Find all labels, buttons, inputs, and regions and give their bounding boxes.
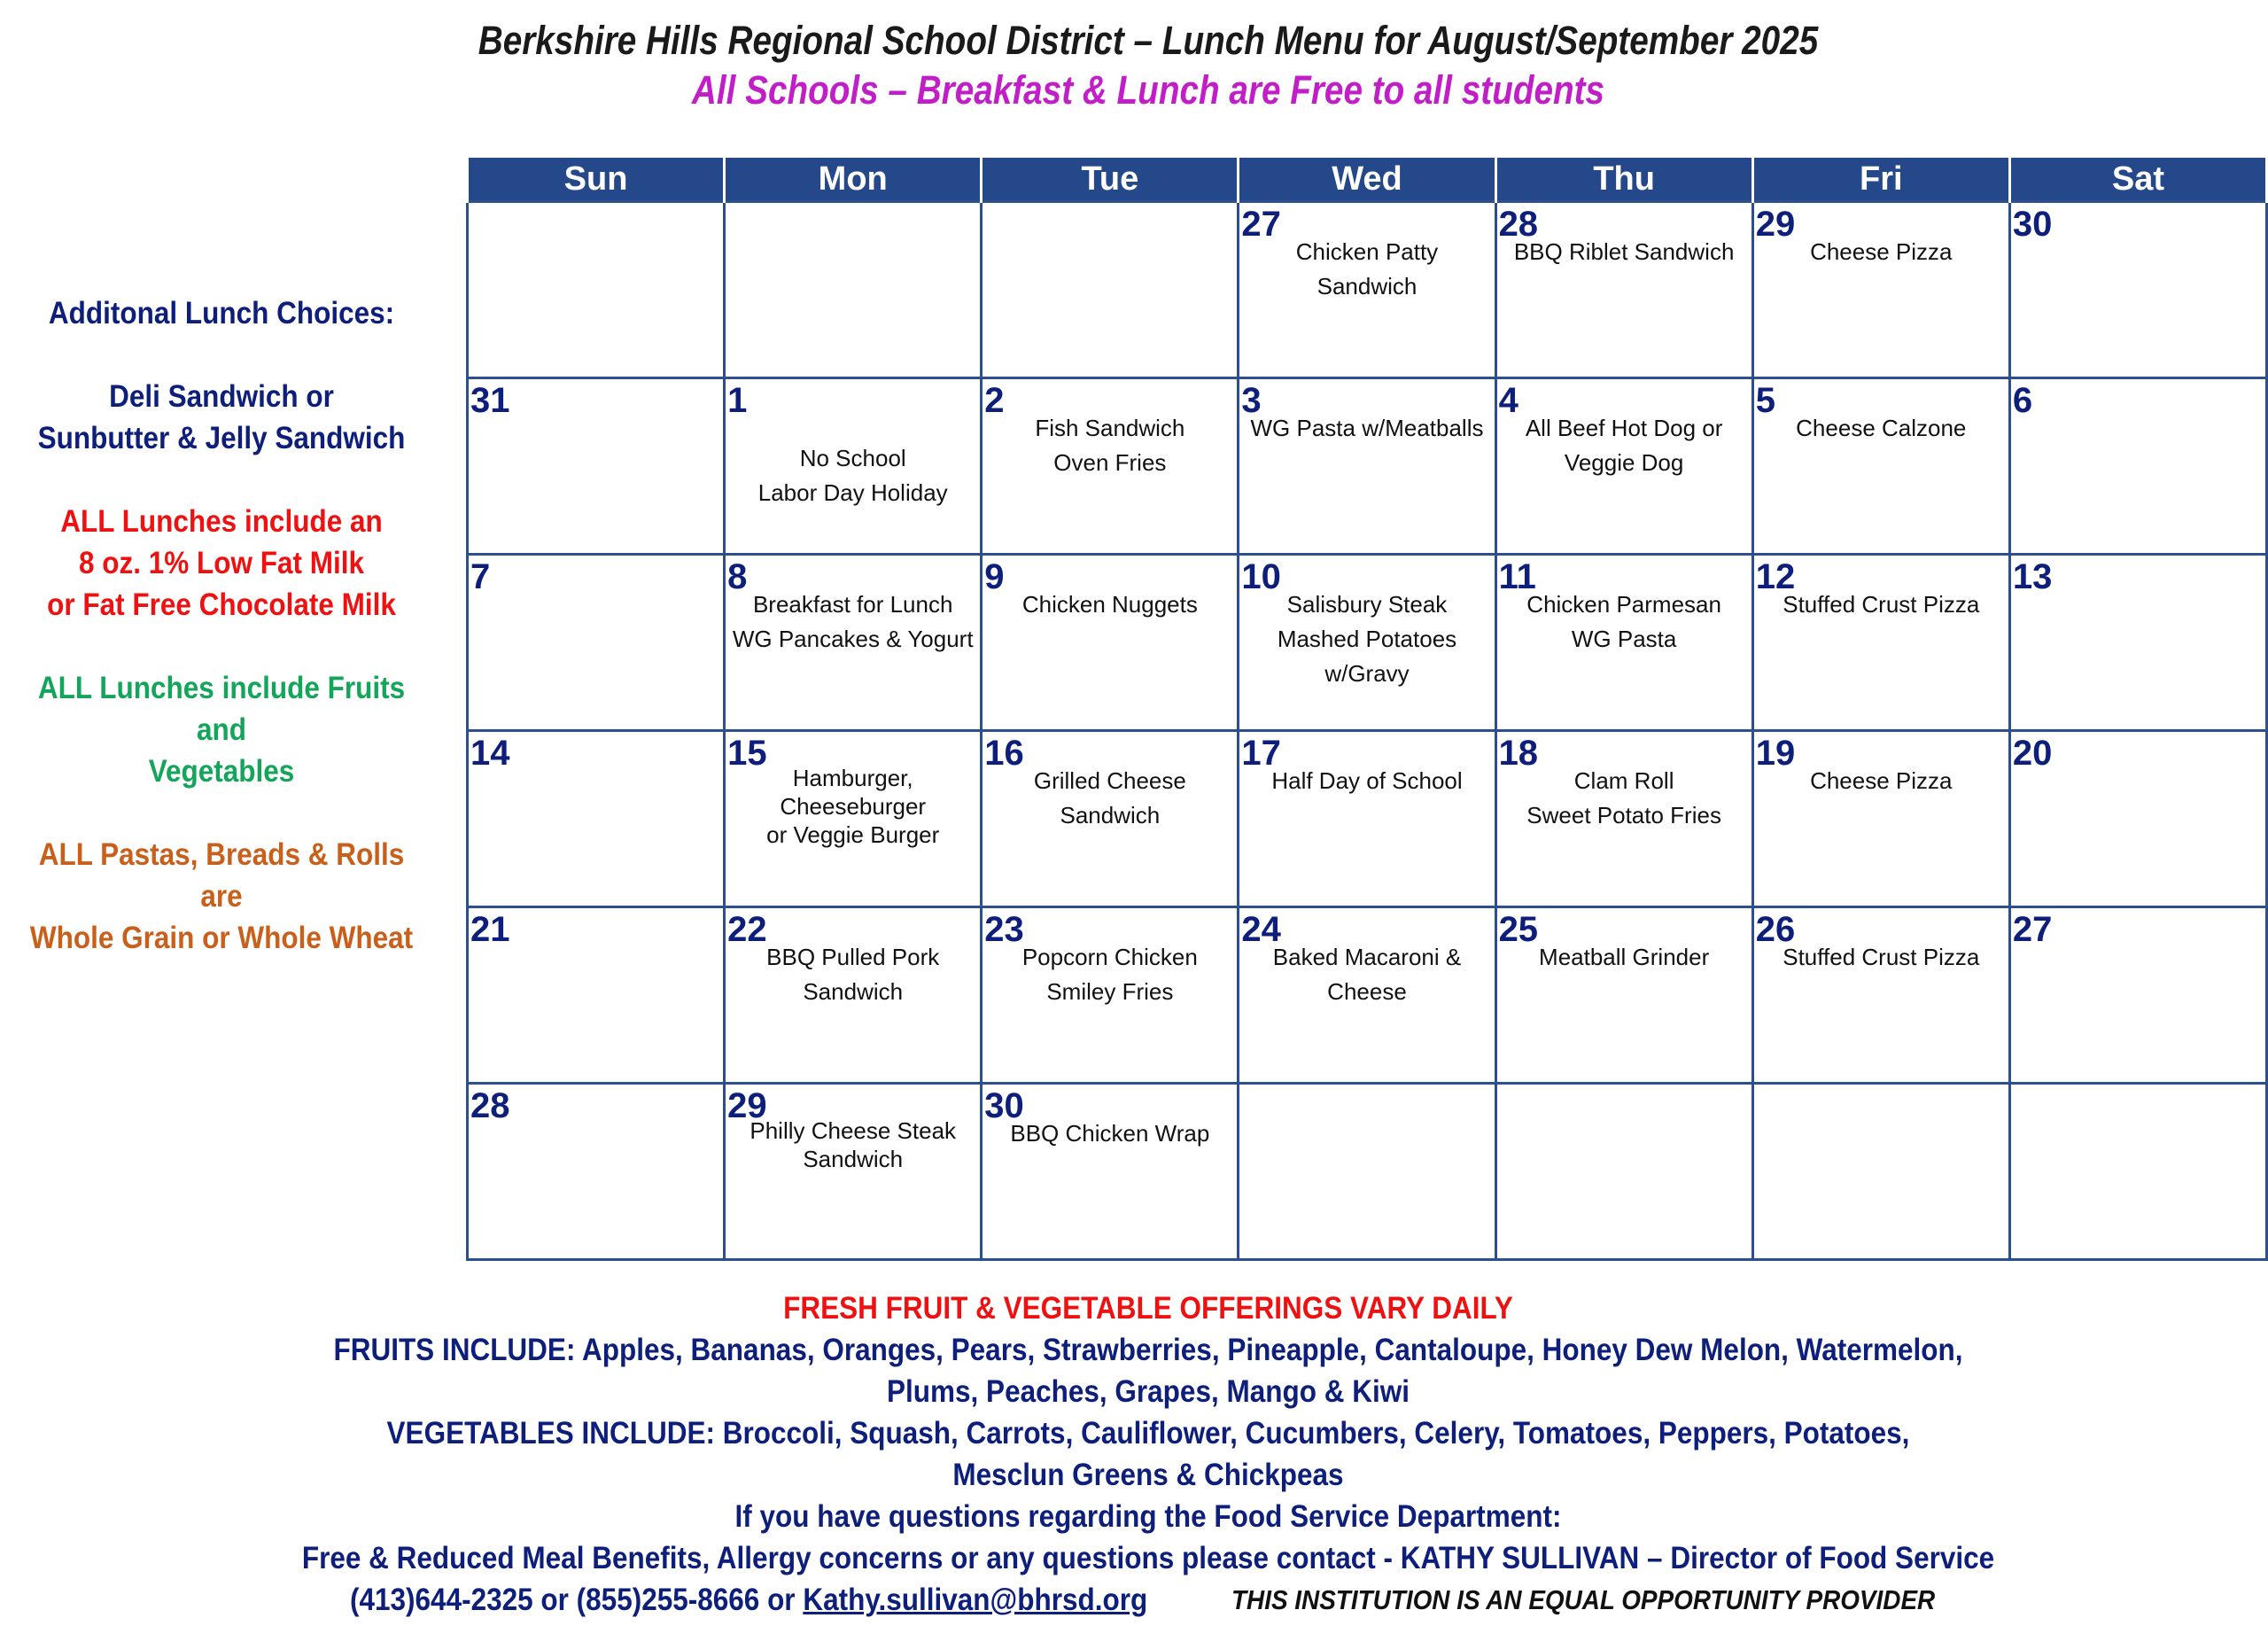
day-number: 12 <box>1755 557 1796 596</box>
day-number: 19 <box>1755 734 1796 773</box>
day-number <box>2011 1085 2265 1086</box>
weekday-header: Sat <box>2009 158 2266 202</box>
day-cell <box>1752 202 2009 378</box>
meal-item: WG Pasta w/Meatballs <box>1250 415 1484 441</box>
meal-item: Fish Sandwich <box>1035 415 1185 441</box>
weekday-header: Sun <box>468 158 725 202</box>
meal-item: Chicken Patty Sandwich <box>1295 238 1439 299</box>
meal-item: Stuffed Crust Pizza <box>1783 591 1980 618</box>
grain-note-1: ALL Pastas, Breads & Rolls are <box>38 837 405 914</box>
additional-choices-heading: Additonal Lunch Choices: <box>48 296 395 331</box>
day-cell <box>468 907 725 1084</box>
day-number: 29 <box>1755 205 1796 244</box>
weekday-header: Wed <box>1239 158 1495 202</box>
day-number: 20 <box>2012 734 2053 773</box>
day-cell <box>1495 907 1752 1084</box>
day-number <box>1754 1085 2008 1086</box>
meal-item: Sandwich <box>803 1146 904 1172</box>
email-link[interactable]: Kathy.sullivan@bhrsd.org <box>803 1583 1148 1617</box>
weekday-header-row <box>468 158 2267 202</box>
week-row <box>468 555 2267 731</box>
day-number: 29 <box>727 1086 767 1125</box>
week-row <box>468 1084 2267 1260</box>
day-number: 13 <box>2012 557 2053 596</box>
choice-sunbutter: Sunbutter & Jelly Sandwich <box>37 421 406 455</box>
day-cell <box>1495 202 1752 378</box>
day-number: 6 <box>2012 381 2033 420</box>
meal-item: Breakfast for Lunch <box>752 591 953 618</box>
fruit-veg-note-1: ALL Lunches include Fruits and <box>37 671 406 747</box>
day-cell <box>725 907 982 1084</box>
day-number: 21 <box>470 910 510 949</box>
day-number: 18 <box>1498 734 1539 773</box>
vegetables-line-2: Mesclun Greens & Chickpeas <box>952 1458 1344 1492</box>
meal-item: Hamburger, Cheeseburger <box>780 765 927 820</box>
meal-item: Labor Day Holiday <box>757 479 948 506</box>
day-number: 17 <box>1241 734 1281 773</box>
day-number: 22 <box>727 910 767 949</box>
day-cell <box>982 378 1239 555</box>
day-cell <box>1752 378 2009 555</box>
page-title: Berkshire Hills Regional School District – Lunch Menu for August/September 2025 <box>478 18 1819 63</box>
fruit-veg-note-2: Vegetables <box>148 754 295 789</box>
day-cell <box>982 202 1239 378</box>
day-cell <box>982 555 1239 731</box>
menu-calendar <box>466 158 2268 1261</box>
day-number: 5 <box>1755 381 1775 420</box>
day-number <box>1497 1085 1751 1086</box>
day-number: 4 <box>1498 381 1518 420</box>
day-number: 3 <box>1241 381 1262 420</box>
day-cell <box>982 731 1239 907</box>
day-cell <box>1495 555 1752 731</box>
day-number: 14 <box>470 734 510 773</box>
meal-item: Baked Macaroni & Cheese <box>1272 944 1462 1005</box>
meal-item: WG Pancakes & Yogurt <box>732 626 974 652</box>
day-number: 27 <box>1241 205 1281 244</box>
day-number: 31 <box>470 381 510 420</box>
meal-item: Mashed Potatoes w/Gravy <box>1277 626 1457 687</box>
day-number: 15 <box>727 734 767 773</box>
day-cell <box>2009 907 2266 1084</box>
day-number: 8 <box>727 557 748 596</box>
meal-item: Popcorn Chicken <box>1021 944 1198 970</box>
day-number: 26 <box>1755 910 1796 949</box>
fruits-line-2: Plums, Peaches, Grapes, Mango & Kiwi <box>887 1374 1410 1409</box>
day-cell <box>1495 731 1752 907</box>
meal-item: Philly Cheese Steak <box>750 1117 957 1144</box>
meal-item: Salisbury Steak <box>1286 591 1448 618</box>
day-cell <box>1239 202 1495 378</box>
day-cell <box>2009 1084 2266 1260</box>
weekday-header: Tue <box>982 158 1239 202</box>
meal-item: Cheese Calzone <box>1796 415 1967 441</box>
day-number: 9 <box>984 557 1005 596</box>
day-cell <box>1239 378 1495 555</box>
meal-item: Chicken Parmesan <box>1526 591 1721 618</box>
phone-numbers: (413)644-2325 or (855)255-8666 or <box>350 1583 804 1617</box>
milk-note-1: ALL Lunches include an <box>60 504 383 539</box>
meal-item: BBQ Pulled Pork Sandwich <box>766 944 940 1005</box>
meal-item: Meatball Grinder <box>1539 944 1710 970</box>
day-number: 30 <box>2012 205 2053 244</box>
day-cell <box>1752 731 2009 907</box>
meal-item: WG Pasta <box>1571 626 1677 652</box>
day-cell <box>1752 555 2009 731</box>
day-number <box>469 203 723 205</box>
day-cell <box>468 378 725 555</box>
day-number: 25 <box>1498 910 1539 949</box>
milk-note-2: 8 oz. 1% Low Fat Milk <box>78 546 365 580</box>
meal-item: Smiley Fries <box>1046 978 1174 1005</box>
meal-item: Oven Fries <box>1053 449 1167 476</box>
day-number: 30 <box>984 1086 1024 1125</box>
meal-item: Chicken Nuggets <box>1021 591 1198 618</box>
meal-item: Grilled Cheese Sandwich <box>1033 767 1186 828</box>
day-number: 2 <box>984 381 1005 420</box>
contact-line: Free & Reduced Meal Benefits, Allergy concerns or any questions please contact - KATHY SULLIVAN – Director of Food Service <box>301 1541 1995 1575</box>
weekday-header: Fri <box>1752 158 2009 202</box>
grain-note-2: Whole Grain or Whole Wheat <box>29 921 414 955</box>
meal-item: BBQ Riblet Sandwich <box>1513 238 1735 265</box>
day-number: 24 <box>1241 910 1281 949</box>
day-cell <box>468 1084 725 1260</box>
questions-line: If you have questions regarding the Food Service Department: <box>734 1499 1562 1534</box>
day-cell <box>1239 1084 1495 1260</box>
weekday-header: Thu <box>1495 158 1752 202</box>
fruits-line-1: FRUITS INCLUDE: Apples, Bananas, Oranges, Pears, Strawberries, Pineapple, Cantaloupe, Honey Dew Melon, Watermelon, <box>333 1333 1963 1367</box>
day-cell <box>725 378 982 555</box>
day-cell <box>1752 1084 2009 1260</box>
day-cell <box>468 555 725 731</box>
day-cell <box>2009 555 2266 731</box>
meal-item: No School <box>799 445 906 471</box>
week-row <box>468 378 2267 555</box>
meal-item: Stuffed Crust Pizza <box>1783 944 1980 970</box>
day-number: 23 <box>984 910 1024 949</box>
meal-item: Sweet Potato Fries <box>1526 802 1721 828</box>
day-number: 7 <box>470 557 491 596</box>
day-cell <box>2009 378 2266 555</box>
day-cell <box>1495 1084 1752 1260</box>
meal-item: Cheese Pizza <box>1810 767 1953 794</box>
meal-item: All Beef Hot Dog or <box>1525 415 1723 441</box>
equal-opportunity-statement: THIS INSTITUTION IS AN EQUAL OPPORTUNITY PROVIDER <box>1231 1584 1936 1615</box>
week-row <box>468 907 2267 1084</box>
day-number: 28 <box>470 1086 510 1125</box>
day-cell <box>725 731 982 907</box>
footer-notes <box>0 1287 2268 1579</box>
sidebar-notes <box>0 292 443 959</box>
day-cell <box>982 907 1239 1084</box>
vegetables-line-1: VEGETABLES INCLUDE: Broccoli, Squash, Carrots, Cauliflower, Cucumbers, Celery, Tomatoes, Peppers, Potatoes, <box>386 1416 1910 1451</box>
day-cell <box>2009 731 2266 907</box>
day-cell <box>725 202 982 378</box>
day-number: 16 <box>984 734 1024 773</box>
meal-item: Half Day of School <box>1271 767 1463 794</box>
day-cell <box>725 555 982 731</box>
day-cell <box>1239 555 1495 731</box>
choice-deli: Deli Sandwich or <box>109 379 334 414</box>
day-number <box>983 203 1237 205</box>
meal-item: Cheese Pizza <box>1810 238 1953 265</box>
week-row <box>468 731 2267 907</box>
weekday-header: Mon <box>725 158 982 202</box>
day-number <box>726 203 980 205</box>
meal-item: BBQ Chicken Wrap <box>1010 1120 1210 1147</box>
day-number: 28 <box>1498 205 1539 244</box>
day-cell <box>2009 202 2266 378</box>
day-number: 27 <box>2012 910 2053 949</box>
meal-item: Veggie Dog <box>1564 449 1684 476</box>
meal-item: or Veggie Burger <box>766 821 940 848</box>
milk-note-3: or Fat Free Chocolate Milk <box>47 587 396 622</box>
day-number: 11 <box>1498 557 1536 596</box>
day-cell <box>982 1084 1239 1260</box>
day-number: 1 <box>727 381 748 420</box>
page-subtitle: All Schools – Breakfast & Lunch are Free to all students <box>691 67 1605 113</box>
day-cell <box>1239 907 1495 1084</box>
daily-offerings-notice: FRESH FRUIT & VEGETABLE OFFERINGS VARY DAILY <box>783 1291 1513 1326</box>
day-cell <box>1239 731 1495 907</box>
day-cell <box>1495 378 1752 555</box>
day-cell <box>725 1084 982 1260</box>
day-cell <box>468 731 725 907</box>
day-number: 10 <box>1241 557 1281 596</box>
day-number <box>1239 1085 1494 1086</box>
day-cell <box>468 202 725 378</box>
day-cell <box>1752 907 2009 1084</box>
week-row <box>468 202 2267 378</box>
meal-item: Clam Roll <box>1573 767 1674 794</box>
